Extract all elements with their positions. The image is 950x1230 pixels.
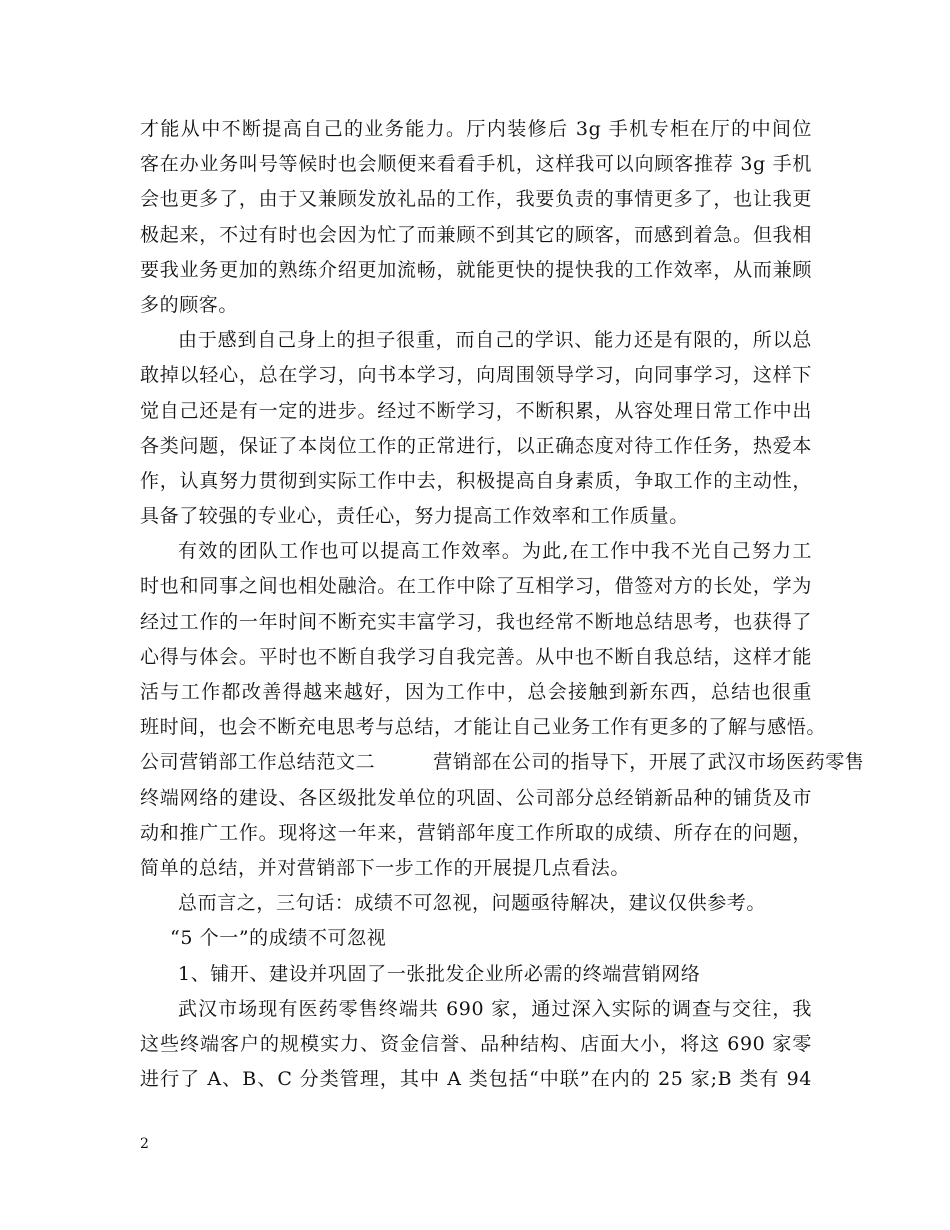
paragraph-line: 各类问题，保证了本岗位工作的正常进行，以正确态度对待工作任务，热爱本: [140, 434, 812, 457]
paragraph-line: 动和推广工作。现将这一年来，营销部年度工作所取的成绩、所存在的问题，: [140, 821, 812, 844]
paragraph-line: 由于感到自己身上的担子很重，而自己的学识、能力还是有限的，所以总: [178, 329, 812, 352]
paragraph-line: 作，认真努力贯彻到实际工作中去，积极提高自身素质，争取工作的主动性，: [140, 469, 812, 492]
paragraph-line: 终端网络的建设、各区级批发单位的巩固、公司部分总经销新品种的铺货及市: [140, 786, 812, 809]
paragraph-line: 才能从中不断提高自己的业务能力。厅内装修后 3g 手机专柜在厅的中间位: [140, 118, 812, 140]
subheading: “5 个一”的成绩不可忽视: [170, 927, 387, 950]
paragraph-line: 有效的团队工作也可以提高工作效率。为此,在工作中我不光自己努力工: [178, 540, 812, 563]
section-title-line: [140, 745, 865, 780]
paragraph-line: 多的顾客。: [140, 293, 239, 316]
paragraph-line: 营销部在公司的指导下，开展了武汉市场医药零售: [433, 751, 865, 774]
subheading: 1、铺开、建设并巩固了一张批发企业所必需的终端营销网络: [178, 962, 701, 985]
paragraph-line: 时也和同事之间也相处融洽。在工作中除了互相学习，借签对方的长处，学为: [140, 575, 812, 598]
paragraph-line: 心得与体会。平时也不断自我学习自我完善。从中也不断自我总结，这样才能: [140, 645, 812, 668]
paragraph-line: 要我业务更加的熟练介绍更加流畅，就能更快的提快我的工作效率，从而兼顾: [140, 258, 812, 281]
paragraph-line: 武汉市场现有医药零售终端共 690 家，通过深入实际的调查与交往，我: [178, 997, 812, 1020]
paragraph-line: 这些终端客户的规模实力、资金信誉、品种结构、店面大小，将这 690 家零: [140, 1032, 812, 1055]
paragraph-line: 总而言之，三句话：成绩不可忽视，问题亟待解决，建议仅供参考。: [178, 892, 767, 915]
paragraph-line: 班时间，也会不断充电思考与总结，才能让自己业务工作有更多的了解与感悟。: [140, 716, 827, 739]
paragraph-line: 进行了 A、B、C 分类管理，其中 A 类包括“中联”在内的 25 家;B 类有 94: [140, 1068, 812, 1091]
paragraph-line: 敢掉以轻心，总在学习，向书本学习，向周围领导学习，向同事学习，这样下: [140, 364, 812, 387]
body-text: [140, 112, 865, 1097]
page-number: 2: [140, 1136, 149, 1152]
paragraph-line: 简单的总结，并对营销部下一步工作的开展提几点看法。: [140, 856, 631, 879]
paragraph-line: 活与工作都改善得越来越好，因为工作中，总会接触到新东西，总结也很重: [140, 681, 812, 703]
paragraph-line: 客在办业务叫号等候时也会顺便来看看手机，这样我可以向顾客推荐 3g 手机: [140, 153, 812, 176]
paragraph-line: 具备了较强的专业心，责任心，努力提高工作效率和工作质量。: [140, 505, 689, 528]
paragraph-line: 极起来，不过有时也会因为忙了而兼顾不到其它的顾客，而感到着急。但我相: [140, 223, 812, 246]
paragraph-line: 经过工作的一年时间不断充实丰富学习，我也经常不断地总结思考，也获得了: [140, 610, 812, 633]
section-title: 公司营销部工作总结范文二: [140, 751, 376, 774]
paragraph-line: 觉自己还是有一定的进步。经过不断学习，不断积累，从容处理日常工作中出: [140, 399, 812, 422]
paragraph-line: 会也更多了，由于又兼顾发放礼品的工作，我要负责的事情更多了，也让我更: [140, 188, 812, 211]
